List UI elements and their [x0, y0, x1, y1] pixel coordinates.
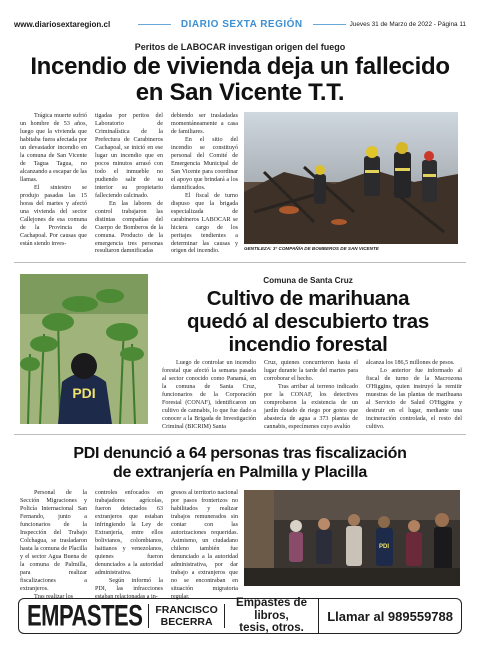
- article2-col2: [264, 360, 358, 430]
- fire-scene-photo: [244, 112, 458, 244]
- ad-owner-first: FRANCISCO: [155, 603, 218, 616]
- article1-paragraph: El siniestro se produjo pasadas las 15 horas del martes y afectó una vivienda del sector Callejones de esa comuna de la Provincia de Cachapoal. Por causas que están siendo inves-: [20, 184, 87, 247]
- marijuana-field-photo: [20, 274, 148, 424]
- article1-paragraph: tigadas por peritos del Laboratorio de Criminalística de la Prefectura de Carabineros Cachapoal, se inició en ese lugar un incendio que en pocos minutos arrasó con todo el inmueble no pudiendo salir de su interior su propietario falleciendo calcinado.: [95, 113, 163, 199]
- article2-paragraph: Luego de controlar un incendio forestal que afectó la semana pasada al sector conocido como Panamá, en la comuna de Santa Cruz, funcionarios de la Corporación Forestal (CONAF), identificaron un cultivo de cannabis, lo que fue dado a conocer a la Brigada de Investigación Criminal (BICRIM) Santa: [162, 360, 256, 430]
- article1-paragraph: Trágica muerte sufrió un hombre de 53 años, luego que la vivienda que habitaba fuera afectada por un devastador incendio en la comuna de San Vicente de Tagua Tagua, no alcanzando a escapar de las llamas.: [20, 113, 87, 183]
- masthead-rule-right: [313, 24, 346, 25]
- article3-title-line1: PDI denunció a 64 personas tras fiscalización: [73, 445, 407, 462]
- ad-service-line1: Empastes de libros,: [236, 597, 307, 622]
- article3-title: [14, 444, 466, 482]
- article3-col1: [20, 490, 87, 600]
- pdi-vest-badge: PDI: [378, 544, 390, 550]
- article1-paragraph: El fiscal de turno dispuso que la brigada especializada de carabineros LABOCAR se hiciera cargo de los peritajes tendientes a determinar las causas y origen del incendio.: [171, 192, 238, 255]
- newspaper-brand: DIARIO SEXTA REGIÓN: [180, 18, 303, 30]
- empastes-advertisement[interactable]: [18, 598, 462, 634]
- ad-phone[interactable]: Llamar al 989559788: [318, 599, 461, 633]
- website-url[interactable]: www.diariosextaregion.cl: [14, 19, 111, 29]
- masthead: [14, 16, 466, 32]
- date-page-label: Jueves 31 de Marzo de 2022 - Página 11: [349, 20, 466, 28]
- article3-paragraph: Personal de la Sección Migraciones y Policía Internacional San Fernando, junto a funcionarios de la Inspección del Trabajo Colchagua, se trasladaron hasta la comuna de Placilla y el sector Agua Buena de la comuna de Palmilla, para realizar fiscalizaciones a extranjeros.: [20, 490, 87, 592]
- fire-scene-illustration: [244, 112, 458, 244]
- article1-title: [14, 54, 466, 106]
- article2-title-line2: quedó al descubierto tras: [187, 309, 429, 333]
- fire-photo-caption: GENTILEZA: 3° COMPAÑÍA DE BOMBEROS DE SAN VICENTE: [244, 246, 379, 251]
- article1-col2: [95, 113, 163, 255]
- inspection-scene-illustration: [244, 490, 460, 586]
- masthead-rule-left: [138, 24, 171, 25]
- ad-owner-last: BECERRA: [160, 616, 213, 628]
- article1-paragraph: En las labores de control trabajaron las distintas compañías del Cuerpo de Bomberos de la comuna. Producto de la emergencia tres personas resultaron damnificadas: [95, 200, 163, 255]
- pdi-inspection-photo: [244, 490, 460, 586]
- ad-brand: EMPASTES: [27, 598, 143, 633]
- article3-body: [20, 490, 238, 600]
- article2-paragraph: Tras arribar al terreno indicado por la CONAF, los detectives comprobaron la existencia de un jardín dotado de riego por goteo que abastecía de agua a 373 plantas de cannabis, especímenes cuyo avalúo: [264, 383, 358, 430]
- article1-col1: [20, 113, 87, 251]
- article3-paragraph: controles enfocados en trabajadores agrícolas, fueron detectados 63 extranjeros que estaban infringiendo la Ley de Extranjería, entre ellos bolivianos, colombianos, haitianos y venezolanos, quienes fueron denunciados a la autoridad administrativa.: [95, 490, 163, 576]
- article2-body: [162, 360, 462, 430]
- section-divider: [14, 434, 466, 435]
- article2-paragraph: Lo anterior fue informado al fiscal de turno de la Macrozona O'Higgins, quien instruyó la remitir muestras de las plantas de marihuana al Servicio de Salud O'Higgins y destruir en el lugar, mediante una incineración controlada, el resto del cultivo.: [366, 367, 462, 430]
- article3-title-line2: de extranjería en Palmilla y Placilla: [113, 464, 367, 482]
- article1-col3: [171, 113, 238, 255]
- article2-title-line1: Cultivo de marihuana: [206, 287, 410, 310]
- article1-body: [20, 113, 238, 255]
- pdi-officer-illustration: [20, 274, 148, 424]
- article2-title-line3: incendio forestal: [228, 332, 388, 356]
- article1-paragraph: debiendo ser trasladadas momentáneamente a casa de familiares.: [171, 113, 238, 135]
- article1-title-line1: Incendio de vivienda deja un fallecido: [30, 53, 450, 80]
- pdi-vest-badge: PDI: [72, 385, 96, 401]
- article3-paragraph: Según informó la PDI, las infracciones estaban relacionadas a in-: [95, 577, 163, 600]
- article1-kicker: Peritos de LABOCAR investigan origen del fuego: [134, 42, 346, 52]
- ad-service-line2: tesis, otros.: [239, 622, 304, 635]
- ad-owner-name: [148, 604, 224, 628]
- article3-col2: [95, 490, 163, 600]
- article3-paragraph: Tras realizar los: [34, 593, 74, 600]
- section-divider: [14, 262, 466, 263]
- article2-col1: [162, 360, 256, 430]
- article1-paragraph: En el sitio del incendio se constituyó personal del Comité de Emergencia Municipal de San Vicente para coordinar el apoyo que brindará a los damnificados.: [171, 136, 238, 191]
- article2-col3: [366, 360, 462, 430]
- article2-paragraph: Cruz, quienes concurrieron hasta el lugar durante la tarde del martes para corroborar el hecho.: [264, 360, 358, 382]
- ad-service: [225, 597, 318, 635]
- article3-paragraph: gresos al territorio nacional por pasos fronterizos no habilitados y realizar trabajos remunerados sin contar con las autorizaciones requeridas. Asimismo, un ciudadano chileno también fue denunciado a la autoridad administrativa, por dar trabajo a extranjeros que no se encontraban en situación migratoria regular.: [171, 490, 238, 600]
- article3-col3: [171, 490, 238, 600]
- article2-paragraph: alcanza los 186,5 millones de pesos.: [366, 360, 455, 366]
- article1-title-line2: en San Vicente T.T.: [135, 78, 345, 106]
- article2-kicker: Comuna de Santa Cruz: [263, 276, 353, 285]
- article2-title: [156, 288, 460, 357]
